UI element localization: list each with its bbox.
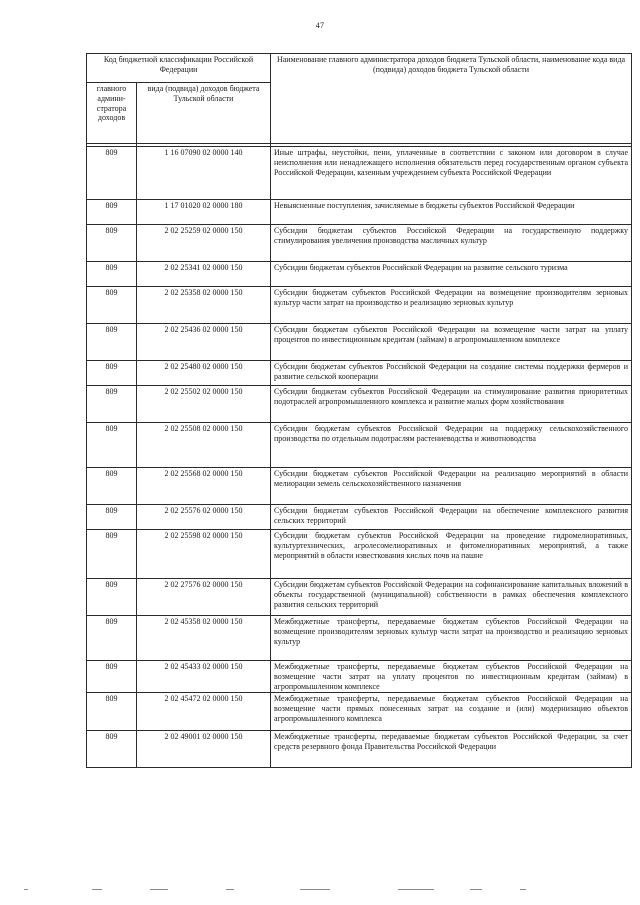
table-row <box>87 200 632 225</box>
admin-code-cell: 809 <box>87 616 137 661</box>
revenue-kind-code-cell: 2 02 25502 02 0000 150 <box>137 386 271 423</box>
revenue-kind-code-cell: 2 02 25341 02 0000 150 <box>137 262 271 287</box>
revenue-name-cell: Субсидии бюджетам субъектов Российской Федерации на проведение гидромелиоративных, культуртехнических, агролесомелиоративных и фитомелиоративных мероприятий, а также мероприятий в области известкования кислых почв на пашне <box>271 530 632 579</box>
table-row <box>87 616 632 661</box>
header-kind-column: вида (подвида) доходов бюджета Тульской области <box>137 83 271 144</box>
admin-code-cell: 809 <box>87 225 137 262</box>
table-row <box>87 468 632 505</box>
revenue-kind-code-cell: 2 02 25259 02 0000 150 <box>137 225 271 262</box>
admin-code-cell: 809 <box>87 505 137 530</box>
revenue-name-cell: Субсидии бюджетам субъектов Российской Федерации на поддержку сельскохозяйственного производства по отдельным подотраслям растениеводства и животноводства <box>271 423 632 468</box>
admin-code-cell: 809 <box>87 200 137 225</box>
admin-code-cell: 809 <box>87 361 137 386</box>
revenue-name-cell: Субсидии бюджетам субъектов Российской Федерации на возмещение части затрат на уплату процентов по инвестиционным кредитам (займам) в агропромышленном комплексе <box>271 324 632 361</box>
revenue-name-cell: Межбюджетные трансферты, передаваемые бюджетам субъектов Российской Федерации на возмещение части затрат на уплату процентов по инвестиционным кредитам (займам) в агропромышленном комплексе <box>271 661 632 693</box>
revenue-codes-table <box>86 53 632 768</box>
admin-code-cell: 809 <box>87 731 137 768</box>
header-code-group: Код бюджетной классификации Российской Федерации <box>87 54 271 83</box>
admin-code-cell: 809 <box>87 661 137 693</box>
table-row <box>87 262 632 287</box>
header-admin-column: главного админи-стратора доходов <box>87 83 137 144</box>
revenue-name-cell: Межбюджетные трансферты, передаваемые бюджетам субъектов Российской Федерации, за счет средств резервного фонда Правительства Российской Федерации <box>271 731 632 768</box>
revenue-name-cell: Субсидии бюджетам субъектов Российской Федерации на стимулирование развития приоритетных подотраслей агропромышленного комплекса и развитие малых форм хозяйствования <box>271 386 632 423</box>
table-row <box>87 361 632 386</box>
table-row <box>87 147 632 200</box>
header-name-group: Наименование главного администратора доходов бюджета Тульской области, наименование кода вида (подвида) доходов бюджета Тульской области <box>271 54 632 144</box>
table-row <box>87 530 632 579</box>
revenue-name-cell: Субсидии бюджетам субъектов Российской Федерации на софинансирование капитальных вложений в объекты государственной (муниципальной) собственности в рамках обеспечения комплексного развития сельских территорий <box>271 579 632 616</box>
table-row <box>87 287 632 324</box>
revenue-kind-code-cell: 2 02 25598 02 0000 150 <box>137 530 271 579</box>
admin-code-cell: 809 <box>87 287 137 324</box>
revenue-name-cell: Субсидии бюджетам субъектов Российской Федерации на развитие сельского туризма <box>271 262 632 287</box>
table-row <box>87 731 632 768</box>
revenue-name-cell: Иные штрафы, неустойки, пени, уплаченные в соответствии с законом или договором в случае неисполнения или ненадлежащего исполнения обязательств перед государственным органом субъекта Российской Федерации, казенным учреждением субъекта Российской Федерации <box>271 147 632 200</box>
revenue-kind-code-cell: 2 02 45358 02 0000 150 <box>137 616 271 661</box>
revenue-name-cell: Субсидии бюджетам субъектов Российской Федерации на создание системы поддержки фермеров и развитие сельской кооперации <box>271 361 632 386</box>
revenue-kind-code-cell: 2 02 49001 02 0000 150 <box>137 731 271 768</box>
table-row <box>87 661 632 693</box>
revenue-name-cell: Субсидии бюджетам субъектов Российской Федерации на обеспечение комплексного развития сельских территорий <box>271 505 632 530</box>
revenue-kind-code-cell: 1 17 01020 02 0000 180 <box>137 200 271 225</box>
revenue-kind-code-cell: 2 02 25436 02 0000 150 <box>137 324 271 361</box>
table-row <box>87 579 632 616</box>
revenue-kind-code-cell: 2 02 45472 02 0000 150 <box>137 693 271 731</box>
revenue-kind-code-cell: 2 02 25576 02 0000 150 <box>137 505 271 530</box>
revenue-kind-code-cell: 2 02 25508 02 0000 150 <box>137 423 271 468</box>
table-row <box>87 324 632 361</box>
revenue-name-cell: Субсидии бюджетам субъектов Российской Федерации на возмещение производителям зерновых культур части затрат на производство и реализацию зерновых культур <box>271 287 632 324</box>
table-row <box>87 505 632 530</box>
admin-code-cell: 809 <box>87 423 137 468</box>
revenue-kind-code-cell: 2 02 25480 02 0000 150 <box>137 361 271 386</box>
admin-code-cell: 809 <box>87 468 137 505</box>
admin-code-cell: 809 <box>87 693 137 731</box>
revenue-name-cell: Межбюджетные трансферты, передаваемые бюджетам субъектов Российской Федерации на возмещение производителям зерновых культур части затрат на производство и реализацию зерновых культур <box>271 616 632 661</box>
revenue-name-cell: Невыясненные поступления, зачисляемые в бюджеты субъектов Российской Федерации <box>271 200 632 225</box>
revenue-kind-code-cell: 2 02 25568 02 0000 150 <box>137 468 271 505</box>
table-row <box>87 693 632 731</box>
revenue-kind-code-cell: 1 16 07090 02 0000 140 <box>137 147 271 200</box>
table-row <box>87 423 632 468</box>
admin-code-cell: 809 <box>87 262 137 287</box>
admin-code-cell: 809 <box>87 579 137 616</box>
page-number: 47 <box>315 21 325 30</box>
revenue-name-cell: Межбюджетные трансферты, передаваемые бюджетам субъектов Российской Федерации на возмещение части прямых понесенных затрат на создание и (или) модернизацию объектов агропромышленного комплекса <box>271 693 632 731</box>
admin-code-cell: 809 <box>87 386 137 423</box>
admin-code-cell: 809 <box>87 324 137 361</box>
revenue-kind-code-cell: 2 02 45433 02 0000 150 <box>137 661 271 693</box>
table-row <box>87 225 632 262</box>
table-row <box>87 386 632 423</box>
revenue-name-cell: Субсидии бюджетам субъектов Российской Федерации на реализацию мероприятий в области мелиорации земель сельскохозяйственного назначения <box>271 468 632 505</box>
admin-code-cell: 809 <box>87 147 137 200</box>
admin-code-cell: 809 <box>87 530 137 579</box>
scan-footer-noise <box>0 885 640 895</box>
revenue-name-cell: Субсидии бюджетам субъектов Российской Федерации на государственную поддержку стимулирования увеличения производства масличных культур <box>271 225 632 262</box>
revenue-kind-code-cell: 2 02 25358 02 0000 150 <box>137 287 271 324</box>
revenue-kind-code-cell: 2 02 27576 02 0000 150 <box>137 579 271 616</box>
